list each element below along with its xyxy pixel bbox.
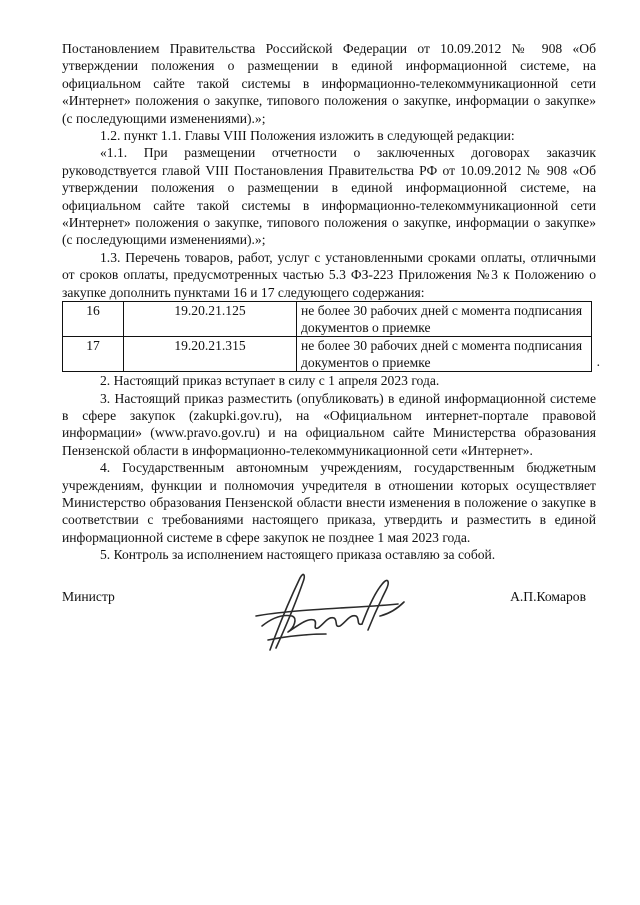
paragraph-1-2: 1.2. пункт 1.1. Главы VIII Положения изложить в следующей редакции: [100, 128, 515, 144]
paragraph-decree-reference: Постановлением Правительства Российской Федерации от 10.09.2012 № 908 «Об утверждении положения о размещении в единой информационной системе, на официальном сайте такой системы в информационно-телекоммуникационной сети «Интернет» положения о закупке, типового положения о закупке, информации о закупке» (с последующими изменениями).»; [62, 41, 596, 126]
handwritten-signature [248, 568, 418, 658]
signatory-name: А.П.Комаров [510, 588, 586, 604]
table-cell-code: 19.20.21.315 [124, 337, 297, 372]
paragraph-4: 4. Государственным автономным учреждениям, государственным бюджетным учреждениям, функции и полномочия учредителя в отношении которых осуществляет Министерство образования Пензенской области внести изменения в положение о закупке в соответствии с требованиями настоящего приказа, утвердить и разместить в единой информационной системе в сфере закупок не позднее 1 мая 2023 года. [62, 460, 596, 545]
table-row [63, 337, 592, 372]
paragraph-2: 2. Настоящий приказ вступает в силу с 1 апреля 2023 года. [100, 373, 440, 389]
codes-table-wrap [62, 301, 600, 372]
signatory-position: Министр [62, 588, 115, 604]
table-cell-term: не более 30 рабочих дней с момента подписания документов о приемке [297, 302, 592, 337]
table-row [63, 302, 592, 337]
codes-table [62, 301, 592, 372]
table-cell-number: 17 [63, 337, 124, 372]
paragraph-1-3: 1.3. Перечень товаров, работ, услуг с установленными сроками оплаты, отличными от сроков оплаты, предусмотренных частью 5.3 ФЗ-223 Приложения №3 к Положению о закупке дополнить пунктами 16 и 17 следующего содержания: [62, 249, 596, 300]
paragraph-5: 5. Контроль за исполнением настоящего приказа оставляю за собой. [100, 547, 496, 563]
table-cell-term: не более 30 рабочих дней с момента подписания документов о приемке [297, 337, 592, 372]
signature-block [62, 588, 596, 678]
table-cell-code: 19.20.21.125 [124, 302, 297, 337]
document-page [62, 40, 600, 678]
table-end-mark: . [596, 353, 600, 369]
paragraph-1-1-quote: «1.1. При размещении отчетности о заключенных договорах заказчик руководствуется главой VIII Постановления Правительства РФ от 10.09.2012 № 908 «Об утверждении положения о размещении в единой информационной системе, на официальном сайте такой системы в информационно-телекоммуникационной сети «Интернет» положения о закупке, типового положения о закупке, информации о закупке» (с последующими изменениями).»; [62, 145, 596, 248]
paragraph-3: 3. Настоящий приказ разместить (опубликовать) в единой информационной системе в сфере закупок (zakupki.gov.ru), на «Официальном интернет-портале правовой информации» (www.pravo.gov.ru) и на официальном сайте Министерства образования Пензенской области в информационно-телекоммуникационной сети «Интернет». [62, 390, 596, 458]
table-cell-number: 16 [63, 302, 124, 337]
